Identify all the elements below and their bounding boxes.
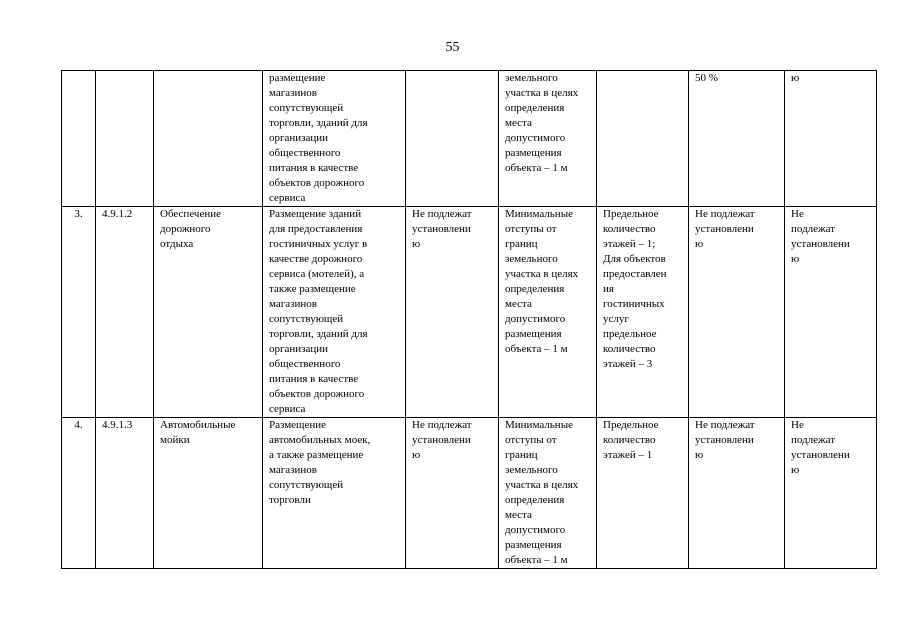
row-number-cell	[62, 71, 96, 207]
use-name-cell: Обеспечение дорожного отдыха	[154, 207, 263, 418]
table-row	[62, 71, 877, 207]
coverage-cell: Не подлежат установлени ю	[689, 207, 785, 418]
plot-size-cell: Не подлежат установлени ю	[406, 207, 499, 418]
use-name-cell: Автомобильные мойки	[154, 418, 263, 569]
plot-size-cell: Не подлежат установлени ю	[406, 418, 499, 569]
use-name-cell	[154, 71, 263, 207]
coverage-cell: 50 %	[689, 71, 785, 207]
coverage-cell: Не подлежат установлени ю	[689, 418, 785, 569]
row-number-cell: 3.	[62, 207, 96, 418]
row-number-cell: 4.	[62, 418, 96, 569]
code-cell: 4.9.1.3	[96, 418, 154, 569]
use-description-cell: Размещение автомобильных моек, а также размещение магазинов сопутствующей торговли	[263, 418, 406, 569]
plot-size-cell	[406, 71, 499, 207]
floors-cell: Предельное количество этажей – 1; Для объектов предоставлен ия гостиничных услуг предельное количество этажей – 3	[597, 207, 689, 418]
floors-cell: Предельное количество этажей – 1	[597, 418, 689, 569]
setback-cell: Минимальные отступы от границ земельного участка в целях определения места допустимого размещения объекта – 1 м	[499, 418, 597, 569]
floors-cell	[597, 71, 689, 207]
other-limits-cell: Не подлежат установлени ю	[785, 418, 877, 569]
setback-cell: земельного участка в целях определения места допустимого размещения объекта – 1 м	[499, 71, 597, 207]
regulations-table	[61, 70, 877, 569]
setback-cell: Минимальные отступы от границ земельного участка в целях определения места допустимого размещения объекта – 1 м	[499, 207, 597, 418]
code-cell	[96, 71, 154, 207]
use-description-cell: размещение магазинов сопутствующей торговли, зданий для организации общественного питания в качестве объектов дорожного сервиса	[263, 71, 406, 207]
table-row	[62, 418, 877, 569]
use-description-cell: Размещение зданий для предоставления гостиничных услуг в качестве дорожного сервиса (мотелей), а также размещение магазинов сопутствующей торговли, зданий для организации общественного питания в качестве объектов дорожного сервиса	[263, 207, 406, 418]
code-cell: 4.9.1.2	[96, 207, 154, 418]
page-number: 55	[445, 40, 460, 55]
table-row	[62, 207, 877, 418]
other-limits-cell: ю	[785, 71, 877, 207]
other-limits-cell: Не подлежат установлени ю	[785, 207, 877, 418]
